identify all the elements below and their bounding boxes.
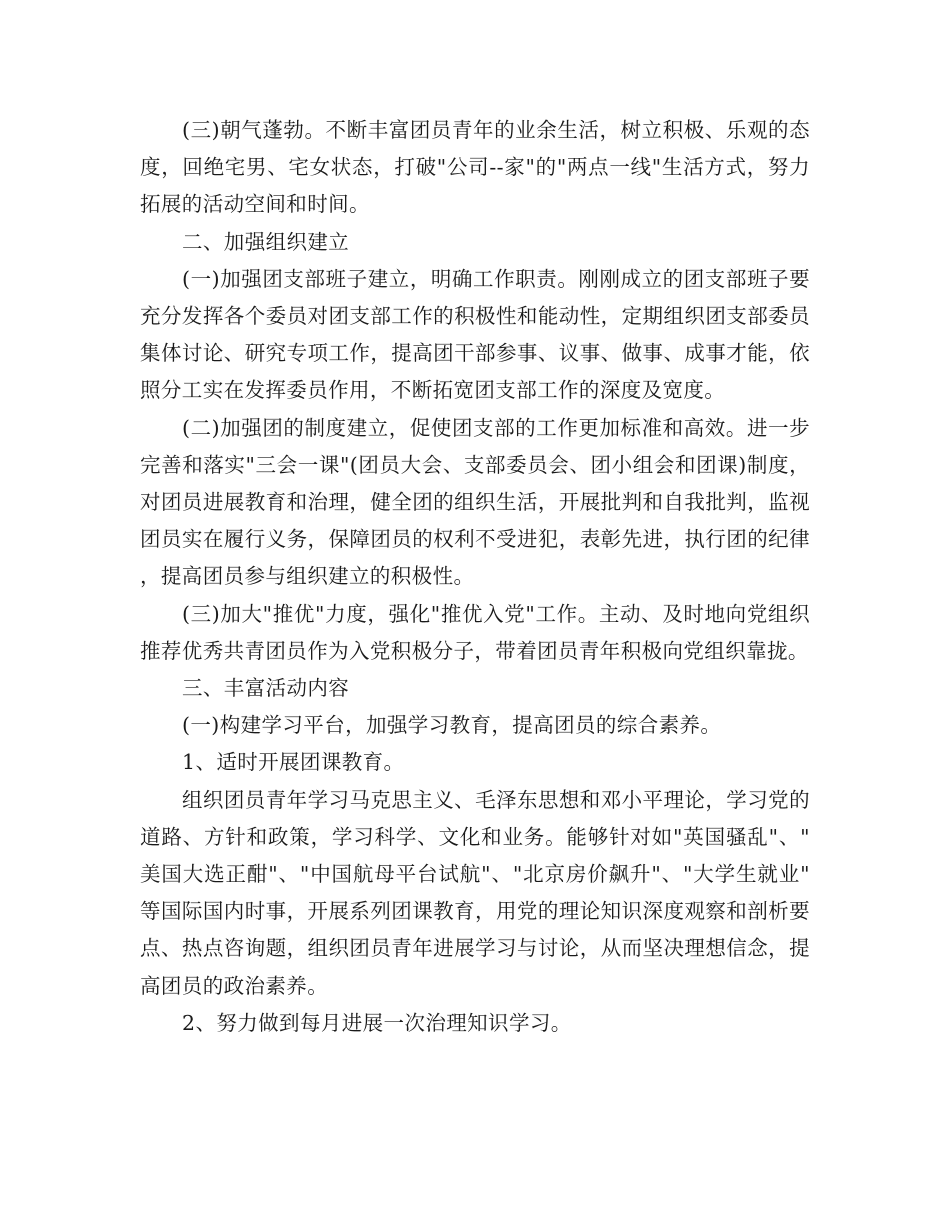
paragraph-system-building: (二)加强团的制度建立，促使团支部的工作更加标准和高效。进一步完善和落实"三会一课"(团员大会、支部委员会、团小组会和团课)制度，对团员进展教育和治理，健全团的组织生活，开展批判和自我批判，监视团员实在履行义务，保障团员的权利不受进犯，表彰先进，执行团的纪律，提高团员参与组织建立的积极性。 bbox=[140, 415, 810, 589]
item-league-lessons: 1、适时开展团课教育。 bbox=[182, 750, 405, 775]
section-heading-organization: 二、加强组织建立 bbox=[182, 229, 350, 254]
section-heading-activities: 三、丰富活动内容 bbox=[182, 676, 350, 701]
paragraph-youthful-vigor: (三)朝气蓬勃。不断丰富团员青年的业余生活，树立积极、乐观的态度，回绝宅男、宅女状态，打破"公司--家"的"两点一线"生活方式，努力拓展的活动空间和时间。 bbox=[140, 118, 810, 217]
paragraph-branch-team: (一)加强团支部班子建立，明确工作职责。刚刚成立的团支部班子要充分发挥各个委员对团支部工作的积极性和能动性，定期组织团支部委员集体讨论、研究专项工作，提高团干部参事、议事、做事、成事才能，依照分工实在发挥委员作用，不断拓宽团支部工作的深度及宽度。 bbox=[140, 266, 810, 403]
item-monthly-study: 2、努力做到每月进展一次治理知识学习。 bbox=[182, 1010, 572, 1035]
paragraph-recommend-party: (三)加大"推优"力度，强化"推优入党"工作。主动、及时地向党组织推荐优秀共青团员作为入党积极分子，带着团员青年积极向党组织靠拢。 bbox=[140, 601, 810, 663]
paragraph-study-theory: 组织团员青年学习马克思主义、毛泽东思想和邓小平理论，学习党的道路、方针和政策，学习科学、文化和业务。能够针对如"英国骚乱"、"美国大选正酣"、"中国航母平台试航"、"北京房价飙升"、"大学生就业"等国际国内时事，开展系列团课教育，用党的理论知识深度观察和剖析要点、热点咨询题，组织团员青年进展学习与讨论，从而坚决理想信念，提高团员的政治素养。 bbox=[140, 787, 810, 998]
document-body bbox=[140, 112, 810, 1042]
paragraph-learning-platform: (一)构建学习平台，加强学习教育，提高团员的综合素养。 bbox=[182, 713, 722, 738]
